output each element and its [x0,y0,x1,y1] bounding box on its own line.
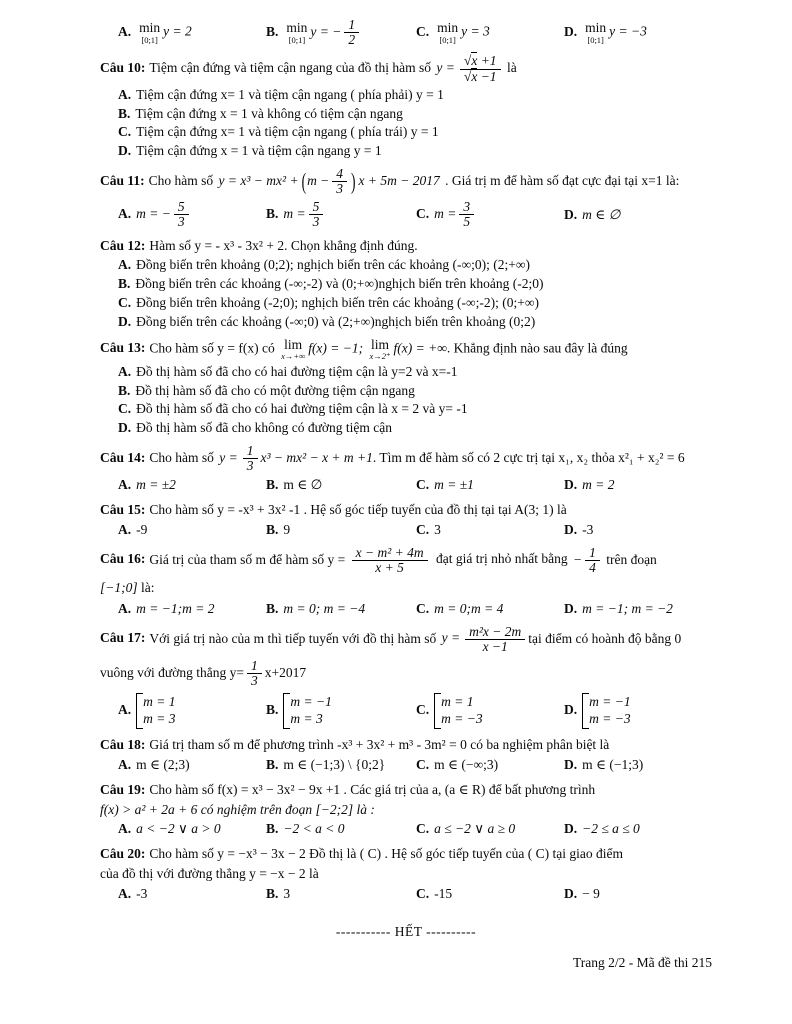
option-b: B. −2 < a < 0 [266,821,345,837]
question-line2b: x+2017 [264,664,307,680]
formula-part: x + 5m − 2017 [358,172,440,188]
bracket-cases: m = 1 m = 3 [136,693,175,729]
option-text: Đồng biến trên các khoảng (-∞;0) và (2;+∞)nghịch biến trên khoảng (0;2) [136,313,536,329]
question-18 [100,736,712,774]
option-a: A. m ∈ (2;3) [118,756,190,772]
lim-operator: lim x→+∞ [281,336,306,362]
option-a: A. m = 1 m = 3 [118,693,266,729]
option-c: C. m = ±1 [416,477,474,493]
option-text: m = 0;m = 4 [434,600,504,616]
fraction: $\frac{\text{x − m² + 4m}}{x + 5}$ [352,546,428,575]
option-c: C. m ∈ (−∞;3) [416,756,499,772]
question-text: Giá trị của tham số m để hàm số y = [149,551,346,567]
formula-part: f(x) = +∞ [393,340,447,356]
option-c: C. a ≤ −2 ∨ a ≥ 0 [416,821,516,837]
option-d: D. m ∈ (−1;3) [564,756,644,772]
option-text: −2 < a < 0 [283,821,345,837]
option-c: C. Tiệm cận đứng x= 1 và tiệm cận ngang ( phía trái) y = 1 [118,124,439,140]
option-text: m = ±2 [136,477,176,493]
option-label: D. [564,23,578,39]
bracket-cases: m = −1 m = 3 [283,693,331,729]
formula-part: m − [307,172,330,188]
option-d: D. m ∈ ∅ [564,207,621,223]
question-19 [100,781,712,838]
option-text: −2 ≤ a ≤ 0 [582,821,640,837]
option-text: − 9 [582,885,600,901]
option-text: Tiệm cận đứng x = 1 và không có tiệm cận ngang [135,105,403,121]
question-label: Câu 15: [100,502,146,518]
question-text: Cho hàm số y = -x³ + 3x² -1 . Hệ số góc tiếp tuyến của đồ thị tại tại A(3; 1) là [149,502,567,518]
fraction: $\frac{\text{m²x − 2m}}{x -1}$ [465,625,525,654]
option-a: A. m = −1;m = 2 [118,600,215,616]
option-text: y = − [310,23,342,39]
question-15 [100,501,712,539]
question-label: Câu 18: [100,737,146,753]
question-label: Câu 16: [100,551,146,567]
question-11 [100,167,712,230]
page-footer: Trang 2/2 - Mã đề thi 215 [573,955,712,971]
question-16 [100,546,712,618]
fraction: $\frac{1}{3}$ [243,444,258,473]
option-a: A. Đồng biến trên khoảng (0;2); nghịch biến trên các khoảng (-∞;0); (2;+∞) [118,257,530,273]
option-d: D. Đồng biến trên các khoảng (-∞;0) và (2;+∞)nghịch biến trên khoảng (0;2) [118,313,536,329]
bracket-cases: m = 1 m = −3 [434,693,482,729]
question-line2: vuông với đường thẳng y= [100,664,244,680]
question-label: Câu 19: [100,781,146,797]
option-text: Đồ thị hàm số đã cho không có đường tiệm cận [136,420,393,436]
question-label: Câu 10: [100,60,146,76]
option-a: A. m = − $\frac{5}{3}$ [118,200,266,229]
option-c: C. m = $\frac{3}{5}$ [416,200,564,229]
question-label: Câu 13: [100,340,146,356]
option-text: m = ±1 [434,477,474,493]
option-d: D. m = −1; m = −2 [564,600,673,616]
question-13 [100,338,712,437]
question-tail: trên đoạn [606,551,657,567]
fraction: $\frac{1}{4}$ [585,546,600,575]
question-label: Câu 11: [100,172,145,188]
question-mid: đạt giá trị nhỏ nhất bằng [435,551,568,567]
question-tail: . Giá trị m để hàm số đạt cực đại tại x=1 là: [445,172,680,188]
option-text: a < −2 ∨ a > 0 [136,821,221,837]
option-d: D. −2 ≤ a ≤ 0 [564,821,640,837]
question-text: Hàm số y = - x³ - 3x² + 2. Chọn khẳng định đúng. [149,237,418,253]
question-text: Giá trị tham số m để phương trình -x³ + 3x² + m³ - 3m² = 0 có ba nghiệm phân biệt là [149,737,610,753]
interval: [−1;0] [100,580,138,596]
option-text: m ∈ (2;3) [136,756,190,772]
formula-part: f(x) = −1; [308,340,364,356]
option-d: D. − 9 [564,885,600,901]
option-b: B. m = −1 m = 3 [266,693,416,729]
option-c [416,21,564,44]
option-text: Tiệm cận đứng x = 1 và tiệm cận ngang y = 1 [136,143,382,159]
option-a: A. m = ±2 [118,477,176,493]
option-a: A. a < −2 ∨ a > 0 [118,821,221,837]
option-text: Đồng biến trên các khoảng (-∞;-2) và (0;+∞)nghịch biến trên khoảng (-2;0) [135,276,544,292]
question-line2: của đồ thị với đường thẳng y = −x − 2 là [100,866,319,881]
option-b: B. Đồng biến trên các khoảng (-∞;-2) và (0;+∞)nghịch biến trên khoảng (-2;0) [118,276,544,292]
question-label: Câu 20: [100,846,146,862]
formula-part: x³ − mx² − x + m +1 [260,449,373,465]
question-tail: . Tìm m để hàm số có 2 cực trị tại x₁, x₂ thỏa x²₁ + x₂² = 6 [372,449,685,465]
option-a: A. Tiệm cận đứng x= 1 và tiệm cận ngang ( phía phải) y = 1 [118,86,444,102]
option-text: 3 [434,521,441,537]
paren-open: ( [301,168,307,194]
option-text: m ∈ (−1;3) [582,756,644,772]
option-c: C. -15 [416,885,453,901]
question-tail: là [506,60,517,76]
option-text: -15 [434,885,453,901]
option-text: Đồng biến trên khoảng (0;2); nghịch biến trên các khoảng (-∞;0); (2;+∞) [136,257,530,273]
option-b: B. m = 0; m = −4 [266,600,366,616]
option-text: -9 [136,521,148,537]
question-line1: Cho hàm số y = −x³ − 3x − 2 Đồ thị là ( C) . Hệ số góc tiếp tuyến của ( C) tại giao điểm [149,846,623,862]
option-text: m = 0; m = −4 [283,600,366,616]
lim-operator: lim x→2⁺ [369,336,391,362]
option-b: B. m = $\frac{5}{3}$ [266,200,416,229]
option-text: Đồ thị hàm số đã cho có hai đường tiệm cận là y=2 và x=-1 [136,363,458,379]
option-b: B. m ∈ (−1;3) \ {0;2} [266,756,386,772]
option-text: y = −3 [609,23,647,39]
option-d: D. m = 2 [564,477,615,493]
option-label: B. [266,23,279,39]
question-10 [100,54,712,160]
question-17 [100,625,712,729]
question-12 [100,237,712,331]
option-a [118,21,266,44]
question-text: Cho hàm số [149,449,214,465]
bracket-cases: m = −1 m = −3 [582,693,630,729]
fraction: $\frac{1}{3}$ [247,659,262,688]
formula-part: y = x³ − mx² + [218,172,299,188]
option-d: D. -3 [564,521,594,537]
option-d: D. Tiệm cận đứng x = 1 và tiệm cận ngang y = 1 [118,143,382,159]
option-text: m = 2 [582,477,615,493]
fraction: $\frac{5}{3}$ [174,200,189,229]
fraction: $\frac{5}{3}$ [309,200,324,229]
minus-sign: − [572,551,583,567]
option-text: m ∈ (−1;3) \ {0;2} [283,756,386,772]
question-9-options [100,18,712,47]
option-a: A. -9 [118,521,148,537]
option-label: A. [118,23,132,39]
question-20 [100,845,712,902]
option-text: y = 2 [163,23,192,39]
end-marker: ----------- HẾT ---------- [335,923,477,939]
question-label: Câu 14: [100,449,146,465]
question-text: Cho hàm số y = f(x) có [149,340,275,356]
option-c: C. m = 0;m = 4 [416,600,504,616]
option-text: Đồ thị hàm số đã cho có hai đường tiệm cận là x = 2 và y= -1 [136,401,468,417]
option-b [266,18,416,47]
option-text: -3 [136,885,148,901]
option-text: 3 [283,885,291,901]
option-d: D. m = −1 m = −3 [564,693,712,729]
option-d [564,21,712,44]
option-a: A. -3 [118,885,148,901]
option-b: B. 3 [266,885,291,901]
question-line2: f(x) > a² + 2a + 6 có nghiệm trên đoạn [−2;2] là : [100,801,375,817]
question-tail2: là: [141,580,155,596]
fraction: $\frac{1}{2}$ [344,18,359,47]
min-operator: min [0;1] [286,20,308,45]
option-c: C. Đồ thị hàm số đã cho có hai đường tiệm cận là x = 2 và y= -1 [118,401,468,417]
option-b: B. Tiệm cận đứng x = 1 và không có tiệm cận ngang [118,105,403,121]
question-label: Câu 17: [100,630,146,646]
option-b: B. 9 [266,521,291,537]
option-c: C. 3 [416,521,441,537]
option-text: Đồ thị hàm số đã cho có một đường tiệm cận ngang [135,382,415,398]
min-operator: min [0;1] [139,20,161,45]
option-c: C. m = 1 m = −3 [416,693,564,729]
option-a: A. Đồ thị hàm số đã cho có hai đường tiệm cận là y=2 và x=-1 [118,363,458,379]
option-b: B. m ∈ ∅ [266,477,323,493]
formula-lhs: y = [436,60,455,76]
formula-lhs: y = [219,449,238,465]
option-text: Đồng biến trên khoảng (-2;0); nghịch biến trên các khoảng (-∞;-2); (0;+∞) [136,295,539,311]
fraction: $\frac{4}{3}$ [332,167,347,196]
question-14 [100,444,712,494]
option-text: m = −1; m = −2 [582,600,673,616]
question-tail: . Khẳng định nào sau đây là đúng [446,340,628,356]
question-text: Cho hàm số [148,172,214,188]
fraction: $\frac{√x +1}{√x -1}$ [460,54,501,83]
option-c: C. Đồng biến trên khoảng (-2;0); nghịch biến trên các khoảng (-∞;-2); (0;+∞) [118,295,539,311]
option-text: -3 [582,521,594,537]
option-text: Tiệm cận đứng x= 1 và tiệm cận ngang ( phía trái) y = 1 [136,124,439,140]
paren-close: ) [351,168,356,194]
question-line1: Cho hàm số f(x) = x³ − 3x² − 9x +1 . Các giá trị của a, (a ∈ R) để bất phương trình [149,781,596,797]
option-text: y = 3 [461,23,490,39]
option-text: m = −1;m = 2 [136,600,215,616]
option-text: m ∈ (−∞;3) [434,756,499,772]
option-text: a ≤ −2 ∨ a ≥ 0 [434,821,516,837]
min-operator: min [0;1] [585,20,607,45]
formula-lhs: y = [441,630,461,646]
option-text: Tiệm cận đứng x= 1 và tiệm cận ngang ( phía phải) y = 1 [136,86,444,102]
option-d: D. Đồ thị hàm số đã cho không có đường tiệm cận [118,420,393,436]
option-b: B. Đồ thị hàm số đã cho có một đường tiệm cận ngang [118,382,415,398]
question-text: Với giá trị nào của m thì tiếp tuyến với đồ thị hàm số [149,630,437,646]
option-label: C. [416,23,430,39]
question-label: Câu 12: [100,237,146,253]
question-text: Tiệm cận đứng và tiệm cận ngang của đồ thị hàm số [149,60,432,76]
option-text: 9 [283,521,291,537]
fraction: $\frac{3}{5}$ [459,200,474,229]
question-tail: tại điểm có hoành độ bằng 0 [528,630,682,646]
option-text: m ∈ ∅ [283,477,323,493]
min-operator: min [0;1] [437,20,459,45]
